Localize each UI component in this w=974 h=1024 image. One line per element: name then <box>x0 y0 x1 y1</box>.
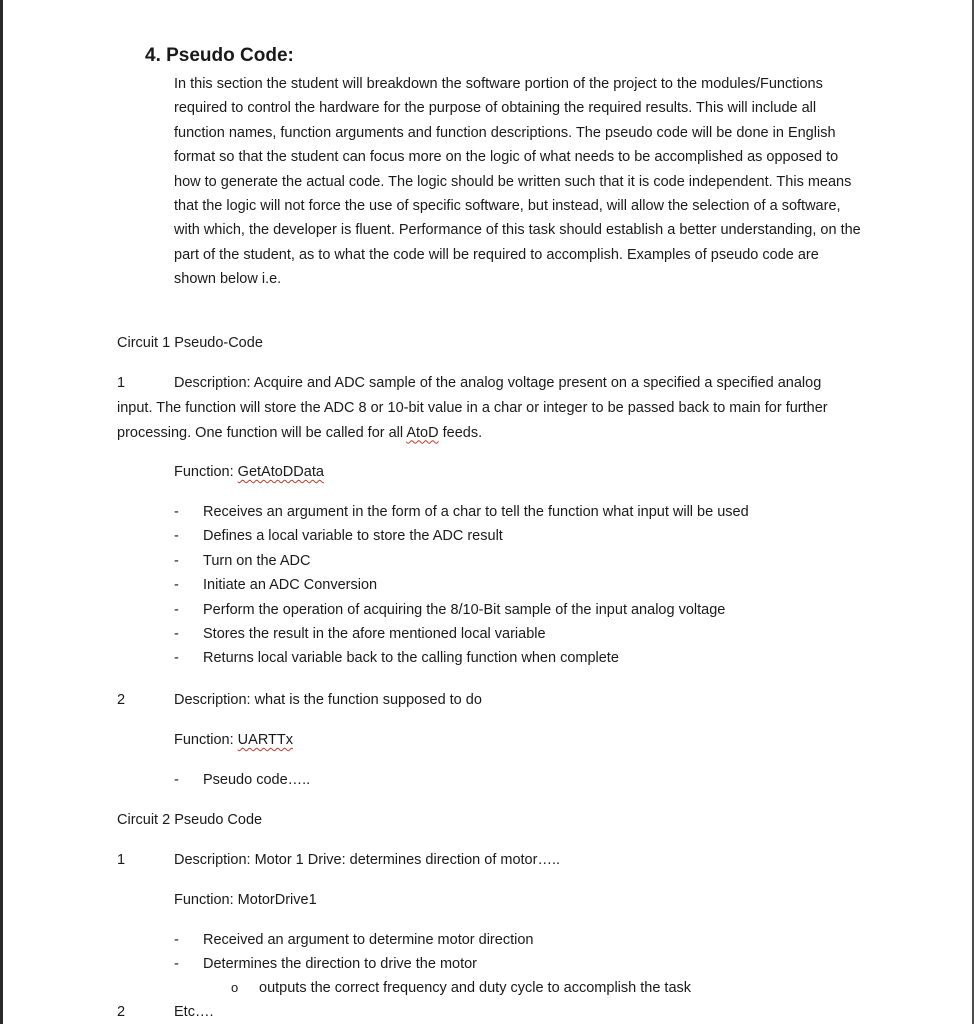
circuit1-item2-number: 2 <box>117 692 126 708</box>
circuit1-item1-function <box>174 460 324 484</box>
function-name-getatoddata: GetAtoDData <box>237 464 324 480</box>
step-item <box>174 646 749 670</box>
bullet-dash: - <box>174 650 179 667</box>
circuit1-item2-function <box>174 728 293 752</box>
bullet-dash: - <box>174 528 179 545</box>
section-heading: 4. Pseudo Code: <box>145 45 294 66</box>
function-name-uarttx: UARTTx <box>237 732 293 748</box>
bullet-dash: - <box>174 626 179 643</box>
step-item <box>174 952 533 976</box>
step-text: Receives an argument in the form of a char to tell the function what input will be used <box>203 504 749 520</box>
circuit2-item2-number: 2 <box>117 1004 126 1020</box>
step-text: Returns local variable back to the calling function when complete <box>203 650 619 667</box>
circuit1-item1-description-end: feeds. <box>438 424 483 441</box>
step-text: Pseudo code….. <box>203 772 311 788</box>
step-text: Defines a local variable to store the ADC result <box>203 528 503 545</box>
bullet-dash: - <box>174 601 179 618</box>
sub-bullet-circle: o <box>231 980 239 995</box>
step-text: Determines the direction to drive the motor <box>203 956 478 973</box>
step-item <box>174 500 749 524</box>
step-item <box>174 573 749 597</box>
step-text: Turn on the ADC <box>203 552 311 569</box>
function-prefix: Function: <box>174 464 238 480</box>
circuit2-item1-function: Function: MotorDrive1 <box>174 892 317 908</box>
step-text: Initiate an ADC Conversion <box>203 577 378 594</box>
circuit1-item1-description <box>117 371 847 445</box>
bullet-dash: - <box>174 932 179 948</box>
circuit2-item1-steps <box>174 928 533 977</box>
bullet-dash: - <box>174 504 179 520</box>
circuit1-item1-number: 1 <box>117 375 126 391</box>
circuit2-item1-description: Description: Motor 1 Drive: determines direction of motor….. <box>174 852 560 868</box>
circuit2-item2-text: Etc…. <box>174 1004 214 1020</box>
step-item <box>174 598 749 622</box>
circuit1-item1-steps <box>174 500 749 671</box>
spellcheck-word-atod: AtoD <box>406 424 439 441</box>
circuit2-item1-number: 1 <box>117 852 126 868</box>
step-item <box>174 768 310 792</box>
function-prefix: Function: <box>174 732 238 748</box>
circuit2-title: Circuit 2 Pseudo Code <box>117 812 263 828</box>
section-intro-paragraph: In this section the student will breakdown the software portion of the project to the modules/Functions required to control the hardware for the purpose of obtaining the required results. This will include all function names, function arguments and function descriptions. The pseudo code will be done in English format so that the student can focus more on the logic of what needs to be accomplished as opposed to how to generate the actual code. The logic should be written such that it is code independent. This means that the logic will not force the use of specific software, but instead, will allow the selection of a software, with which, the developer is fluent. Performance of this task should establish a better understanding, on the part of the student, as to what the code will be required to accomplish. Examples of pseudo code are shown below i.e. <box>174 76 861 288</box>
bullet-dash: - <box>174 552 179 569</box>
circuit1-item2-description: Description: what is the function supposed to do <box>174 692 482 708</box>
page-left-border <box>0 0 3 1024</box>
circuit1-item1-description-text: Description: Acquire and ADC sample of the analog voltage present on a specified a specified analog input. The function will store the ADC 8 or 10-bit value in a char or integer to be passed back to main for further processing. One function will be called for all <box>117 375 828 441</box>
step-item <box>174 622 749 646</box>
circuit1-title: Circuit 1 Pseudo-Code <box>117 335 263 351</box>
circuit2-item1-substep: outputs the correct frequency and duty cycle to accomplish the task <box>259 980 692 996</box>
bullet-dash: - <box>174 956 179 973</box>
circuit1-item2-steps <box>174 768 310 792</box>
step-item <box>174 928 533 952</box>
step-text: Stores the result in the afore mentioned local variable <box>203 626 546 643</box>
bullet-dash: - <box>174 772 179 788</box>
step-item <box>174 524 749 548</box>
step-text: Perform the operation of acquiring the 8/10-Bit sample of the input analog voltage <box>203 601 726 618</box>
step-item <box>174 549 749 573</box>
step-text: Received an argument to determine motor direction <box>203 932 534 948</box>
bullet-dash: - <box>174 577 179 594</box>
